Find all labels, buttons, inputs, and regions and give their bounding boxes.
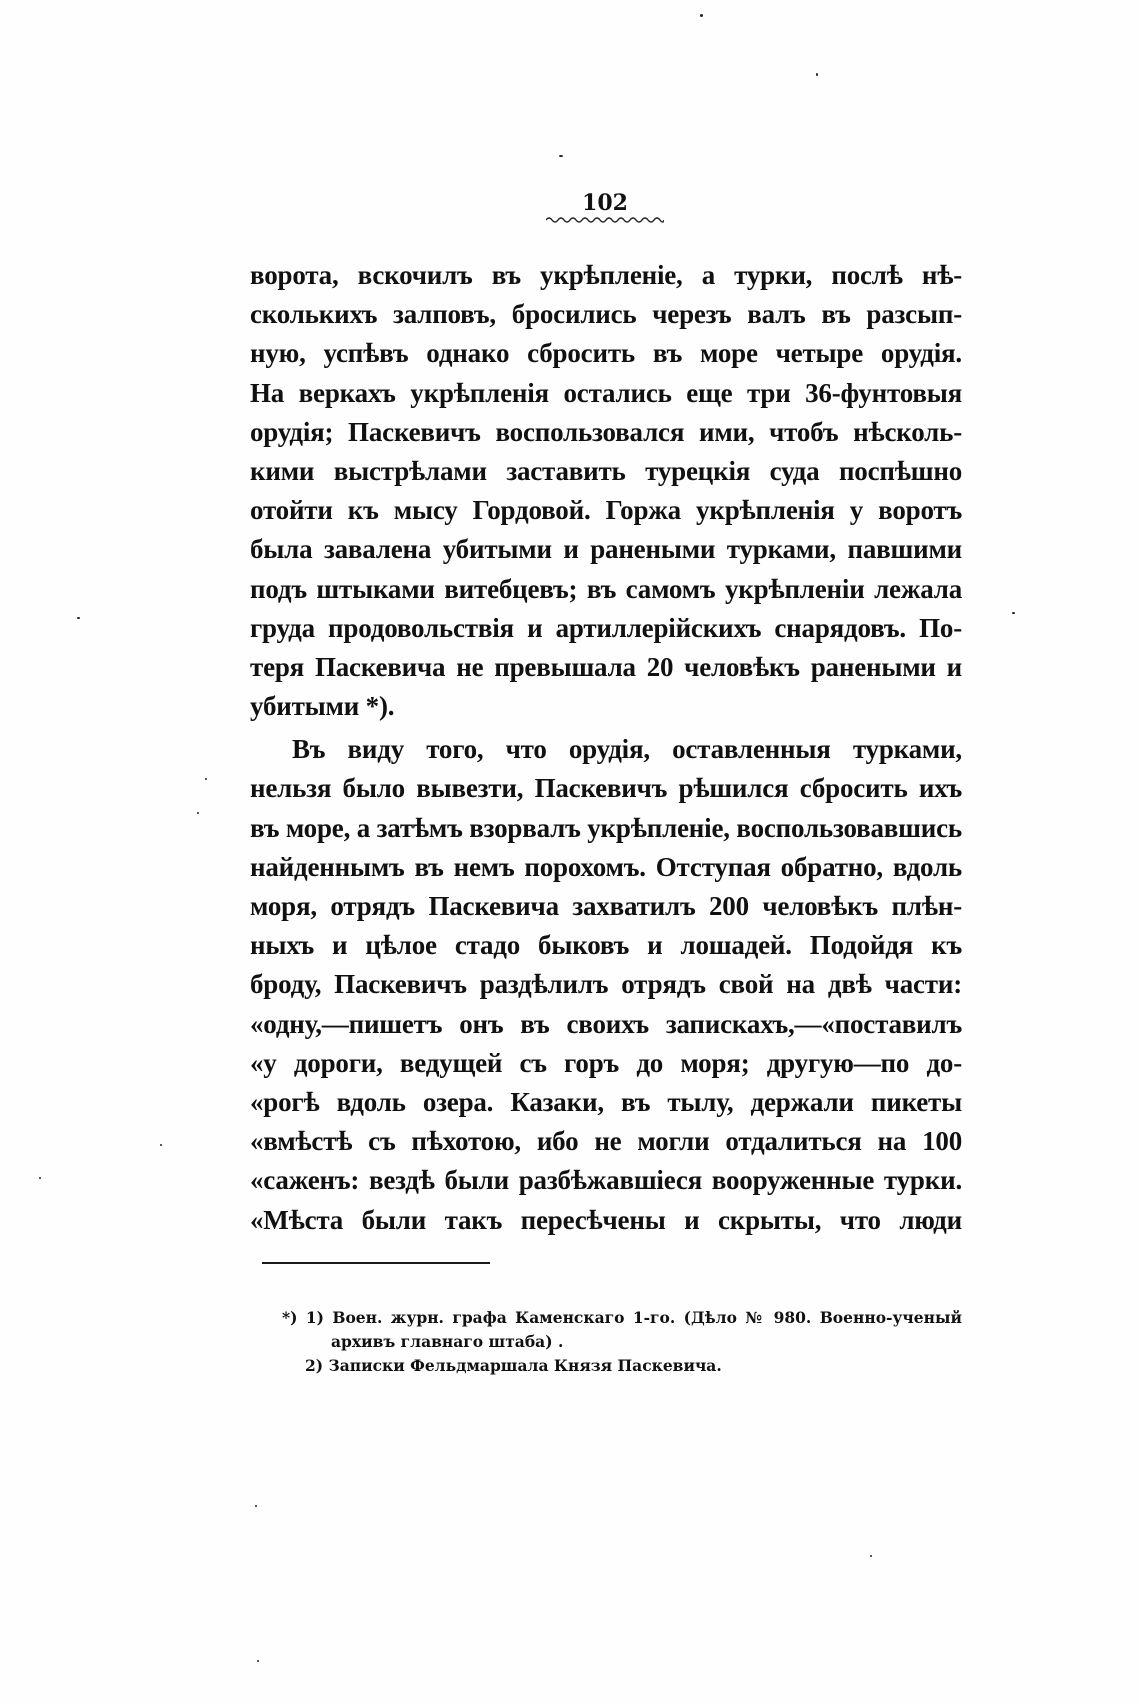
footnote-number: 1) <box>305 1308 324 1327</box>
text-line: Въ виду того, что орудія, оставленныя турками, <box>292 734 962 765</box>
scan-speck <box>1012 612 1015 614</box>
text-line: броду, Паскевичъ раздѣлилъ отрядъ свой на двѣ части: <box>250 969 962 1000</box>
text-line: была завалена убитыми и ранеными турками, павшими <box>250 534 962 565</box>
paragraph-1 <box>250 256 962 726</box>
scan-speck <box>39 1177 41 1179</box>
scan-speck <box>197 812 199 814</box>
page-number: 102 <box>582 190 628 216</box>
footnote-marker: *) <box>282 1308 298 1327</box>
text-line: «одну,—пишетъ онъ въ своихъ запискахъ,—«поставилъ <box>250 1008 962 1039</box>
text-line: ныхъ и цѣлое стадо быковъ и лошадей. Подойдя къ <box>250 930 962 961</box>
text-line: отойти къ мысу Гордовой. Горжа укрѣпленія у воротъ <box>250 495 962 526</box>
footnote-separator-rule <box>262 1262 490 1264</box>
scan-speck <box>700 14 703 17</box>
wavy-underline-ornament <box>546 216 664 224</box>
text-line: «рогѣ вдоль озера. Казаки, въ тылу, держали пикеты <box>250 1086 962 1117</box>
text-line: въ море, а затѣмъ взорвалъ укрѣпленіе, воспользовавшись <box>250 812 962 843</box>
text-line: орудія; Паскевичъ воспользовался ими, чтобъ нѣсколь- <box>250 416 962 447</box>
text-line: «Мѣста были такъ пересѣчены и скрыты, что люди <box>250 1204 962 1235</box>
scan-speck <box>870 1555 872 1557</box>
text-line: подъ штыками витебцевъ; въ самомъ укрѣпленіи лежала <box>250 573 962 604</box>
text-line: кими выстрѣлами заставить турецкія суда поспѣшно <box>250 455 962 486</box>
scan-speck <box>257 1660 259 1662</box>
text-line: моря, отрядъ Паскевича захватилъ 200 человѣкъ плѣн- <box>250 891 962 921</box>
footnotes <box>282 1306 962 1378</box>
body-text <box>250 256 962 1240</box>
text-line: нельзя было вывезти, Паскевичъ рѣшился сбросить ихъ <box>250 773 962 804</box>
text-line: сколькихъ залповъ, бросились черезъ валъ въ разсып- <box>250 299 962 330</box>
footnote-text: Воен. журн. графа Каменскаго 1-го. (Дѣло № 980. Военно-ученый <box>332 1308 962 1327</box>
scan-speck <box>160 1144 162 1146</box>
text-line-with-footnote-ref: убитыми *). <box>250 691 395 722</box>
text-line: груда продовольствія и артиллерійскихъ снарядовъ. По- <box>250 612 962 643</box>
page-header <box>540 190 670 224</box>
scan-speck <box>205 778 207 780</box>
text-line: ную, успѣвъ однако сбросить въ море четыре орудія. <box>250 338 962 369</box>
footnote-text: Записки Фельдмаршала Князя Паскевича. <box>328 1356 722 1375</box>
footnote-1 <box>282 1306 962 1330</box>
scan-speck <box>77 617 80 619</box>
text-line: найденнымъ въ немъ порохомъ. Отступая обратно, вдоль <box>250 851 962 882</box>
footnote-1-continuation: архивъ главнаго штаба) . <box>331 1332 564 1351</box>
scan-speck <box>816 73 818 76</box>
footnote-number: 2) <box>305 1356 324 1375</box>
scan-speck <box>559 155 563 157</box>
text-line: На веркахъ укрѣпленія остались еще три 36-фунтовыя <box>250 377 962 408</box>
paragraph-2 <box>250 730 962 1239</box>
text-line: «саженъ: вездѣ были разбѣжавшіеся вооруженные турки. <box>250 1165 962 1196</box>
footnote-2 <box>282 1354 962 1378</box>
text-line: теря Паскевича не превышала 20 человѣкъ ранеными и <box>250 651 962 682</box>
text-line: ворота, вскочилъ въ укрѣпленіе, а турки, послѣ нѣ- <box>250 260 962 290</box>
text-line: «у дороги, ведущей съ горъ до моря; другую—по до- <box>250 1047 962 1078</box>
scan-speck <box>255 1505 257 1507</box>
text-line: «вмѣстѣ съ пѣхотою, ибо не могли отдалиться на 100 <box>250 1126 962 1157</box>
